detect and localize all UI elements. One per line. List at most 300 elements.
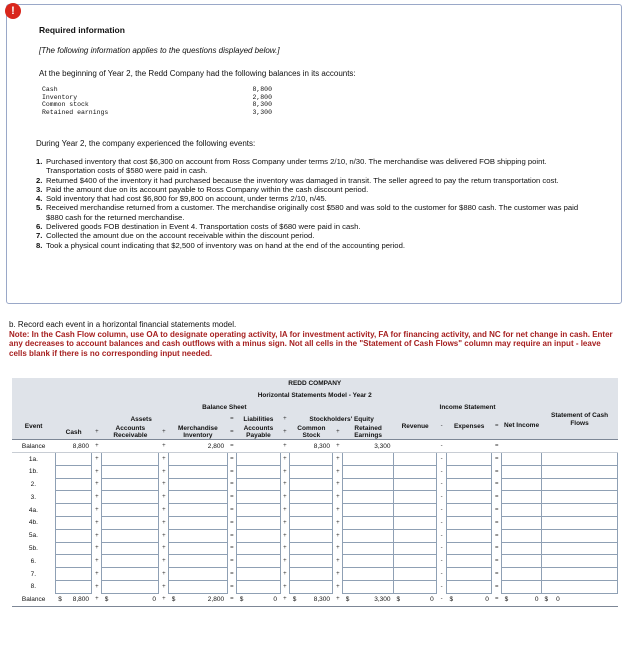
plus-sign: + [162, 532, 166, 539]
ar-input[interactable] [102, 467, 158, 477]
net-income-input[interactable] [502, 556, 541, 566]
scf-input-cell [542, 568, 618, 581]
retained-earnings-input-cell [343, 491, 394, 504]
part-b-instruction: b. Record each event in a horizontal financial statements model. [9, 320, 237, 329]
common-stock-input[interactable] [290, 479, 332, 489]
blank-cell [12, 402, 55, 414]
ap-input-cell [237, 542, 280, 555]
required-info-title: Required information [39, 25, 125, 35]
ar-input-cell [102, 529, 159, 542]
event-text: Purchased inventory that cost $6,300 on account from Ross Company under terms 2/10, n/30. The merchandise was delivered FOB shipping point. Transportation costs of $580 were paid in cash. [46, 157, 547, 176]
expenses-input[interactable] [447, 454, 491, 464]
event-text: Returned $400 of the inventory it had purchased because the inventory was damaged in transit. The seller agreed to pay the return transportation cost. [46, 175, 559, 185]
event-text: Delivered goods FOB destination in Event 4. Transportation costs of $680 were paid in cash. [46, 222, 361, 232]
cash-input[interactable] [56, 582, 92, 592]
ar-input-cell [102, 478, 159, 491]
minus-sign: - [440, 532, 443, 539]
net-income-input-cell [502, 465, 542, 478]
equals-sign: = [230, 519, 234, 526]
scf-input[interactable] [542, 582, 617, 592]
dollar-sign: $ [345, 596, 350, 604]
expenses-input[interactable] [447, 543, 491, 553]
retained-earnings-input-cell [343, 478, 394, 491]
revenue-value [394, 440, 437, 453]
revenue-input[interactable] [394, 531, 436, 541]
ap-input[interactable] [237, 518, 279, 528]
expenses-input[interactable] [447, 479, 491, 489]
inventory-input[interactable] [169, 569, 226, 579]
retained-earnings-input[interactable] [343, 492, 393, 502]
inventory-input[interactable] [169, 582, 226, 592]
scf-input[interactable] [542, 479, 617, 489]
ar-input[interactable] [102, 505, 158, 515]
ar-input[interactable] [102, 518, 158, 528]
row-label: 5b. [28, 544, 38, 552]
scf-input-cell [542, 478, 618, 491]
equals-sign: = [494, 519, 499, 526]
ar-input[interactable] [102, 569, 158, 579]
cash-input[interactable] [56, 543, 92, 553]
equals-sign: = [230, 558, 234, 565]
net-income-input-cell [502, 542, 542, 555]
cash-input-cell [55, 452, 92, 465]
revenue-input[interactable] [394, 454, 436, 464]
net-income-input-cell [502, 516, 542, 529]
net-income-input[interactable] [502, 543, 541, 553]
scf-input[interactable] [542, 467, 617, 477]
retained-earnings-input[interactable] [343, 454, 393, 464]
ar-input[interactable] [102, 582, 158, 592]
retained-earnings-input-cell [343, 504, 394, 517]
retained-earnings-input[interactable] [343, 518, 393, 528]
cash-input[interactable] [56, 467, 92, 477]
retained-earnings-input-cell [343, 555, 394, 568]
common-stock-input[interactable] [290, 505, 332, 515]
plus-sign: + [95, 583, 99, 590]
ar-input-cell [102, 555, 159, 568]
plus-sign: + [283, 456, 287, 463]
revenue-input[interactable] [394, 492, 436, 502]
expenses-total [446, 593, 491, 606]
revenue-input[interactable] [394, 467, 436, 477]
ar-input[interactable] [102, 454, 158, 464]
cash-input[interactable] [56, 492, 92, 502]
plus-sign: + [92, 440, 102, 453]
revenue-input[interactable] [394, 518, 436, 528]
plus-sign: + [283, 416, 287, 423]
common-stock-input-cell [290, 465, 333, 478]
common-stock-total [290, 593, 333, 606]
retained-earnings-header: Retained Earnings [354, 425, 382, 440]
net-income-input-cell [502, 580, 542, 593]
ar-input[interactable] [102, 543, 158, 553]
inventory-input[interactable] [169, 467, 226, 477]
ap-input[interactable] [237, 582, 279, 592]
net-income-input-cell [502, 568, 542, 581]
balance-row [42, 109, 272, 117]
revenue-header: Revenue [401, 422, 429, 430]
retained-earnings-input[interactable] [343, 467, 393, 477]
common-stock-input[interactable] [290, 543, 332, 553]
scf-input-cell [542, 491, 618, 504]
expenses-input[interactable] [447, 467, 491, 477]
plus-sign: + [283, 429, 287, 436]
expenses-input[interactable] [447, 505, 491, 515]
revenue-input-cell [394, 478, 437, 491]
equals-sign: = [230, 532, 234, 539]
cash-total [55, 593, 92, 606]
net-income-input[interactable] [502, 531, 541, 541]
scf-input-cell [542, 504, 618, 517]
net-income-total-value: 0 [534, 596, 539, 604]
ar-input[interactable] [102, 479, 158, 489]
plus-sign: + [95, 481, 99, 488]
equals-sign: = [494, 507, 499, 514]
equals-sign: = [230, 468, 234, 475]
ap-input[interactable] [237, 505, 279, 515]
retained-earnings-input-cell [343, 568, 394, 581]
expenses-input[interactable] [447, 569, 491, 579]
plus-sign: + [162, 583, 166, 590]
event-number: 2. [36, 175, 43, 185]
ar-input-cell [102, 452, 159, 465]
expenses-input-cell [446, 542, 491, 555]
event-item [36, 194, 596, 203]
plus-sign: + [95, 507, 99, 514]
event-number: 5. [36, 203, 43, 213]
ar-input[interactable] [102, 492, 158, 502]
common-stock-input[interactable] [290, 518, 332, 528]
cash-input-cell [55, 478, 92, 491]
plus-sign: + [283, 507, 287, 514]
net-income-header: Net Income [504, 422, 540, 430]
ap-value [237, 440, 280, 453]
plus-sign: + [95, 429, 99, 436]
inventory-input[interactable] [169, 454, 226, 464]
inventory-header: Merchandise Inventory [178, 425, 218, 440]
required-information-panel [6, 4, 622, 304]
minus-sign: - [440, 571, 443, 578]
ar-input-cell [102, 542, 159, 555]
account-name: Common stock [42, 101, 89, 108]
minus-sign: - [440, 456, 443, 463]
net-income-input[interactable] [502, 479, 541, 489]
inventory-input[interactable] [169, 479, 226, 489]
ar-input-cell [102, 580, 159, 593]
equals-sign: = [230, 429, 234, 436]
equals-sign: = [230, 545, 234, 552]
inventory-input-cell [169, 555, 227, 568]
net-income-input[interactable] [502, 454, 541, 464]
ap-input[interactable] [237, 492, 279, 502]
event-number: 4. [36, 194, 43, 204]
scf-input[interactable] [542, 531, 617, 541]
cash-input-cell [55, 529, 92, 542]
common-stock-input[interactable] [290, 569, 332, 579]
account-name: Retained earnings [42, 108, 109, 116]
revenue-input-cell [394, 529, 437, 542]
equals-sign: = [230, 596, 234, 603]
ap-input[interactable] [237, 556, 279, 566]
expenses-header: Expenses [453, 422, 485, 430]
expenses-input-cell [446, 478, 491, 491]
cash-input-cell [55, 580, 92, 593]
plus-sign: + [95, 519, 99, 526]
equity-header: Stockholders' Equity [309, 415, 374, 423]
plus-sign: + [283, 468, 287, 475]
revenue-input-cell [394, 504, 437, 517]
revenue-input[interactable] [394, 479, 436, 489]
net-income-total [502, 593, 542, 606]
net-income-input[interactable] [502, 492, 541, 502]
plus-sign: + [283, 519, 287, 526]
common-stock-input[interactable] [290, 531, 332, 541]
balance-row [42, 101, 272, 109]
scf-input[interactable] [542, 505, 617, 515]
revenue-input[interactable] [394, 505, 436, 515]
minus-sign: - [440, 583, 443, 590]
events-list [36, 157, 596, 250]
ar-total-value: 0 [152, 596, 156, 604]
ap-input-cell [237, 465, 280, 478]
ap-input[interactable] [237, 467, 279, 477]
common-stock-input-cell [290, 452, 333, 465]
plus-sign: + [162, 468, 166, 475]
inventory-input-cell [169, 580, 227, 593]
common-stock-input[interactable] [290, 556, 332, 566]
inventory-input-cell [169, 465, 227, 478]
model-title: Horizontal Statements Model - Year 2 [257, 392, 372, 400]
equals-sign: = [494, 468, 499, 475]
plus-sign: + [336, 583, 340, 590]
expenses-input[interactable] [447, 582, 491, 592]
inventory-input-cell [169, 478, 227, 491]
retained-earnings-input[interactable] [343, 582, 393, 592]
net-income-input-cell [502, 478, 542, 491]
horizontal-statements-model [12, 378, 618, 643]
scf-input[interactable] [542, 543, 617, 553]
plus-sign: + [95, 468, 99, 475]
retained-earnings-input[interactable] [343, 556, 393, 566]
revenue-input[interactable] [394, 582, 436, 592]
net-income-input-cell [502, 491, 542, 504]
equals-sign: = [494, 532, 499, 539]
equals-sign: = [494, 494, 499, 501]
equals-sign: = [494, 583, 499, 590]
scf-input[interactable] [542, 492, 617, 502]
cash-input-cell [55, 465, 92, 478]
retained-earnings-input-cell [343, 580, 394, 593]
event-header: Event [24, 422, 43, 430]
retained-earnings-input[interactable] [343, 479, 393, 489]
inventory-input[interactable] [169, 543, 226, 553]
revenue-input-cell [394, 516, 437, 529]
minus-sign: - [440, 423, 443, 430]
net-income-input-cell [502, 504, 542, 517]
plus-sign: + [336, 519, 340, 526]
equals-sign: = [494, 481, 499, 488]
plus-sign: + [336, 596, 340, 603]
revenue-input-cell [394, 542, 437, 555]
retained-earnings-input[interactable] [343, 543, 393, 553]
net-income-value [502, 440, 542, 453]
minus-sign: - [440, 507, 443, 514]
net-income-input[interactable] [502, 467, 541, 477]
scf-input[interactable] [542, 518, 617, 528]
cash-input[interactable] [56, 454, 92, 464]
inventory-input-cell [169, 542, 227, 555]
scf-input-cell [542, 465, 618, 478]
common-stock-input[interactable] [290, 467, 332, 477]
retained-earnings-total [343, 593, 394, 606]
ap-input[interactable] [237, 543, 279, 553]
plus-sign: + [95, 532, 99, 539]
opening-balances-table [42, 86, 272, 116]
net-income-input[interactable] [502, 518, 541, 528]
retained-earnings-input[interactable] [343, 531, 393, 541]
inventory-input-cell [169, 516, 227, 529]
during-text: During Year 2, the company experienced the following events: [36, 139, 256, 148]
event-text: Sold inventory that had cost $6,800 for $9,800 on account, under terms 2/10, n/45. [46, 194, 327, 204]
common-stock-input-cell [290, 580, 333, 593]
inventory-input-cell [169, 491, 227, 504]
expenses-input-cell [446, 491, 491, 504]
equals-sign: = [494, 423, 499, 430]
company-name: REDD COMPANY [288, 380, 342, 388]
plus-sign: + [283, 596, 287, 603]
account-amount: 8,800 [252, 86, 272, 93]
ar-input-cell [102, 465, 159, 478]
common-stock-input-cell [290, 555, 333, 568]
cash-value: 8,800 [55, 440, 92, 453]
plus-sign: + [283, 571, 287, 578]
event-row [12, 568, 618, 581]
common-stock-input[interactable] [290, 582, 332, 592]
equals-sign: = [230, 481, 234, 488]
plus-sign: + [336, 558, 340, 565]
plus-sign: + [283, 545, 287, 552]
inventory-input[interactable] [169, 556, 226, 566]
expenses-input[interactable] [447, 518, 491, 528]
event-item [36, 185, 596, 194]
expenses-input[interactable] [447, 531, 491, 541]
ap-total [237, 593, 280, 606]
scf-input[interactable] [542, 569, 617, 579]
expenses-input[interactable] [447, 492, 491, 502]
ar-input[interactable] [102, 531, 158, 541]
dollar-sign: $ [449, 596, 454, 604]
row-label: 6. [30, 557, 37, 565]
header-row-groups [12, 413, 618, 425]
cash-input[interactable] [56, 569, 92, 579]
event-row [12, 555, 618, 568]
cash-input-cell [55, 555, 92, 568]
cash-input[interactable] [56, 518, 92, 528]
scf-input[interactable] [542, 454, 617, 464]
retained-earnings-input[interactable] [343, 569, 393, 579]
ar-input[interactable] [102, 556, 158, 566]
row-label: 1a. [28, 455, 38, 463]
net-income-input[interactable] [502, 505, 541, 515]
plus-sign: + [336, 468, 340, 475]
ap-input[interactable] [237, 454, 279, 464]
ap-input-cell [237, 529, 280, 542]
row-label: 4b. [28, 519, 38, 527]
net-income-input-cell [502, 529, 542, 542]
net-income-input[interactable] [502, 582, 541, 592]
plus-sign: + [162, 596, 166, 603]
common-stock-input[interactable] [290, 492, 332, 502]
event-text: Paid the amount due on its account payable to Ross Company within the cash discount period. [46, 184, 369, 194]
event-text: Received merchandise returned from a customer. The merchandise originally cost $580 and was sold to the customer for $880 cash. The customer was paid $880 cash for the returned merchandise. [46, 203, 579, 222]
net-income-input[interactable] [502, 569, 541, 579]
dollar-sign: $ [504, 596, 509, 604]
plus-sign: + [162, 545, 166, 552]
revenue-input[interactable] [394, 556, 436, 566]
revenue-input[interactable] [394, 543, 436, 553]
plus-sign: + [159, 440, 169, 453]
dollar-sign: $ [292, 596, 297, 604]
net-income-input-cell [502, 452, 542, 465]
ending-balance-row [12, 593, 618, 606]
part-b-note: Note: In the Cash Flow column, use OA to designate operating activity, IA for investment activity, FA for financing activity, and NC for net change in cash. Enter any decreases to account balances and cash outflows with a minus sign. Not all cells in the "Statement of Cash Flows" column may require an input - leave cells blank if there is no corresponding input needed. [9, 329, 613, 358]
retained-earnings-input-cell [343, 452, 394, 465]
header-row-title [12, 390, 618, 402]
inventory-input[interactable] [169, 518, 226, 528]
retained-earnings-input-cell [343, 516, 394, 529]
ap-input-cell [237, 504, 280, 517]
balance-row [42, 94, 272, 102]
plus-sign: + [162, 429, 166, 436]
equals-sign: = [494, 596, 499, 603]
event-row [12, 504, 618, 517]
expenses-input[interactable] [447, 556, 491, 566]
dollar-sign: $ [104, 596, 109, 604]
plus-sign: + [283, 558, 287, 565]
cash-input[interactable] [56, 556, 92, 566]
inventory-input-cell [169, 452, 227, 465]
cash-input[interactable] [56, 505, 92, 515]
ap-input[interactable] [237, 569, 279, 579]
inventory-input[interactable] [169, 492, 226, 502]
expenses-input-cell [446, 568, 491, 581]
equals-sign: = [494, 545, 499, 552]
cash-input[interactable] [56, 531, 92, 541]
ar-header: Accounts Receivable [113, 425, 148, 440]
plus-sign: + [95, 456, 99, 463]
header-row-sections [12, 402, 618, 414]
common-stock-input[interactable] [290, 454, 332, 464]
inventory-input[interactable] [169, 531, 226, 541]
dollar-sign: $ [58, 596, 62, 604]
ap-input[interactable] [237, 479, 279, 489]
plus-sign: + [336, 571, 340, 578]
plus-sign: + [336, 532, 340, 539]
event-item [36, 222, 596, 231]
revenue-input[interactable] [394, 569, 436, 579]
retained-earnings-input[interactable] [343, 505, 393, 515]
event-item [36, 157, 596, 176]
minus-sign: - [440, 558, 443, 565]
cash-input[interactable] [56, 479, 92, 489]
model-body [12, 378, 618, 606]
ap-input-cell [237, 491, 280, 504]
scf-input[interactable] [542, 556, 617, 566]
expenses-input-cell [446, 465, 491, 478]
inventory-input[interactable] [169, 505, 226, 515]
ap-input[interactable] [237, 531, 279, 541]
equals-sign: = [230, 583, 234, 590]
